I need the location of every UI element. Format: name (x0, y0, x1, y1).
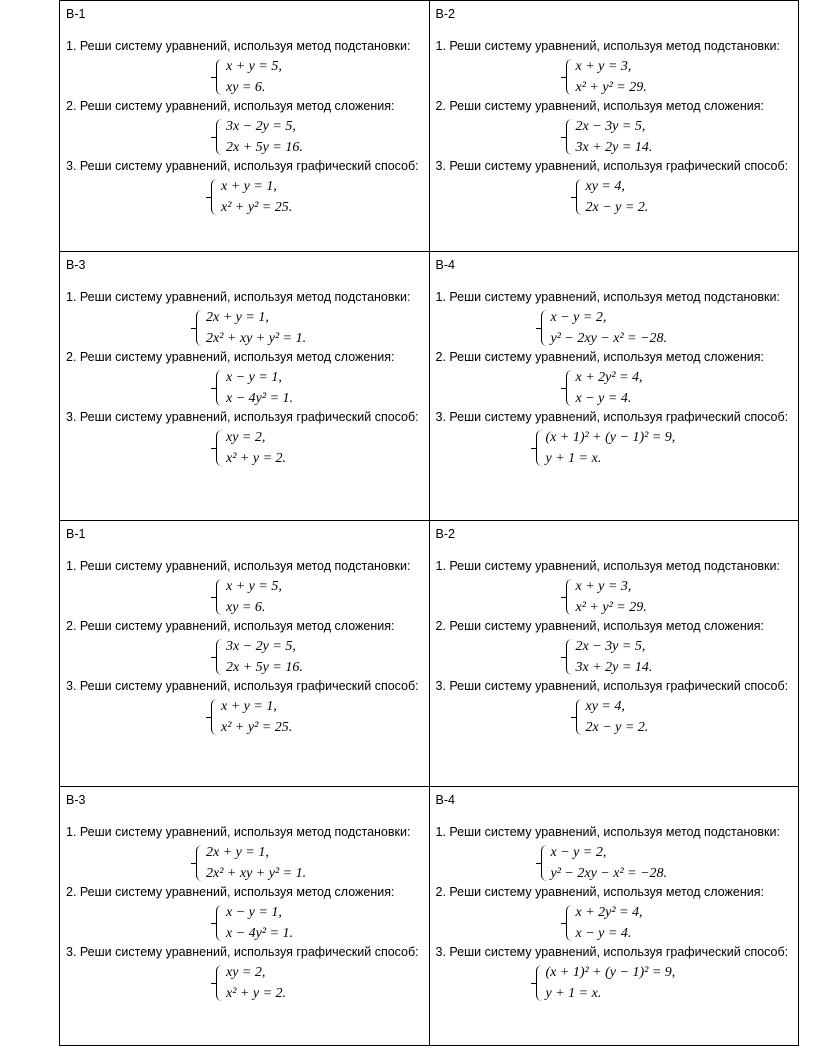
task-label: 2. Реши систему уравнений, используя метод сложения: (66, 885, 395, 899)
variant-label: В-1 (66, 7, 86, 21)
brace-icon (571, 197, 576, 199)
equation-system (566, 367, 799, 409)
variant-label: В-2 (435, 527, 455, 541)
equation: 2x + 5y = 16. (226, 660, 303, 675)
equation: x − y = 2, (550, 845, 607, 860)
equation: x − y = 4. (575, 926, 632, 941)
brace-icon (561, 923, 566, 925)
variant-label: В-4 (435, 258, 455, 272)
task-label: 1. Реши систему уравнений, используя метод подстановки: (66, 290, 411, 304)
variant-label: В-4 (435, 793, 455, 807)
brace-icon (561, 597, 566, 599)
task-label: 1. Реши систему уравнений, используя метод подстановки: (66, 825, 411, 839)
equation-system (536, 427, 799, 469)
equation: xy = 2, (226, 965, 266, 980)
equation-system (216, 427, 429, 469)
equation-system (566, 576, 799, 618)
brace-icon (191, 328, 196, 330)
equation-system (566, 902, 799, 944)
equation: x − y = 1, (226, 370, 282, 385)
equation: x + y = 1, (221, 179, 277, 194)
task-label: 3. Реши систему уравнений, используя графический способ: (435, 679, 789, 693)
variant-label: В-3 (66, 258, 86, 272)
equation: 2x² + xy + y² = 1. (206, 331, 307, 346)
equation: 3x − 2y = 5, (226, 639, 296, 654)
brace-icon (206, 197, 211, 199)
task-label: 1. Реши систему уравнений, используя метод подстановки: (66, 39, 411, 53)
equation: x² + y = 2. (226, 451, 287, 466)
equation: 2x − 3y = 5, (575, 639, 646, 654)
equation: 2x² + xy + y² = 1. (206, 866, 307, 881)
brace-icon (536, 863, 541, 865)
variant-label: В-3 (66, 793, 86, 807)
equation-system (216, 902, 429, 944)
task-label: 3. Реши систему уравнений, используя графический способ: (435, 159, 789, 173)
card-content (436, 258, 799, 526)
brace-icon (211, 77, 216, 79)
equation: x² + y² = 25. (221, 720, 293, 735)
brace-icon (531, 448, 536, 450)
equation: xy = 4, (585, 179, 625, 194)
equation: x + 2y² = 4, (575, 370, 643, 385)
equation-system (566, 116, 799, 158)
task-label: 2. Реши систему уравнений, используя метод сложения: (435, 619, 764, 633)
equation: 2x + 5y = 16. (226, 140, 303, 155)
equation-system (216, 576, 429, 618)
equation-system (196, 307, 429, 349)
equation: x + y = 5, (226, 59, 282, 74)
task-label: 1. Реши систему уравнений, используя метод подстановки: (435, 825, 780, 839)
equation: x + 2y² = 4, (575, 905, 643, 920)
task-label: 2. Реши систему уравнений, используя метод сложения: (66, 619, 395, 633)
task-label: 1. Реши систему уравнений, используя метод подстановки: (435, 559, 780, 573)
equation-system (566, 636, 799, 678)
card-v4-copy (429, 787, 799, 1046)
equation: xy = 4, (585, 699, 625, 714)
equation: x − 4y² = 1. (226, 391, 294, 406)
equation-system (576, 176, 799, 218)
brace-icon (211, 388, 216, 390)
task-label: 2. Реши систему уравнений, используя метод сложения: (435, 99, 764, 113)
task-label: 2. Реши систему уравнений, используя метод сложения: (66, 99, 395, 113)
equation: x² + y² = 29. (575, 600, 647, 615)
equation: (x + 1)² + (y − 1)² = 9, (545, 965, 676, 980)
task-label: 3. Реши систему уравнений, используя графический способ: (66, 410, 419, 424)
equation: (x + 1)² + (y − 1)² = 9, (545, 430, 676, 445)
equation: x + y = 3, (575, 579, 632, 594)
card-v4 (429, 252, 799, 521)
task-label: 1. Реши систему уравнений, используя метод подстановки: (66, 559, 411, 573)
task-label: 2. Реши систему уравнений, используя метод сложения: (435, 885, 764, 899)
card-content (436, 7, 799, 257)
task-label: 1. Реши систему уравнений, используя метод подстановки: (435, 39, 780, 53)
equation-system (216, 116, 429, 158)
brace-icon (561, 77, 566, 79)
brace-icon (571, 717, 576, 719)
task-label: 3. Реши систему уравнений, используя графический способ: (66, 945, 419, 959)
equation: xy = 6. (226, 80, 266, 95)
brace-icon (211, 923, 216, 925)
task-label: 3. Реши систему уравнений, используя графический способ: (66, 679, 419, 693)
equation: xy = 2, (226, 430, 266, 445)
equation: xy = 6. (226, 600, 266, 615)
task-label: 3. Реши систему уравнений, используя графический способ: (435, 410, 789, 424)
task-label: 2. Реши систему уравнений, используя метод сложения: (66, 350, 395, 364)
equation: x + y = 5, (226, 579, 282, 594)
equation: 2x − 3y = 5, (575, 119, 646, 134)
brace-icon (561, 388, 566, 390)
brace-icon (531, 983, 536, 985)
equation: x² + y = 2. (226, 986, 287, 1001)
equation: 2x + y = 1, (206, 845, 269, 860)
brace-icon (536, 328, 541, 330)
brace-icon (211, 983, 216, 985)
brace-icon (211, 657, 216, 659)
equation: x + y = 3, (575, 59, 632, 74)
equation: 3x − 2y = 5, (226, 119, 296, 134)
equation-system (216, 56, 429, 98)
card-content (66, 527, 429, 792)
equation-system (211, 696, 429, 738)
equation-system (216, 367, 429, 409)
card-v2 (429, 1, 799, 252)
task-label: 3. Реши систему уравнений, используя графический способ: (66, 159, 419, 173)
brace-icon (561, 137, 566, 139)
equation-system (216, 636, 429, 678)
equation: x − y = 1, (226, 905, 282, 920)
task-label: 3. Реши систему уравнений, используя графический способ: (435, 945, 789, 959)
equation: x² + y² = 25. (221, 200, 293, 215)
equation: 2x − y = 2. (585, 200, 649, 215)
brace-icon (561, 657, 566, 659)
card-content (436, 793, 799, 1051)
equation: y + 1 = x. (545, 986, 602, 1001)
equation-system (211, 176, 429, 218)
equation-system (196, 842, 429, 884)
card-v3-copy (60, 787, 430, 1046)
brace-icon (211, 597, 216, 599)
equation: 2x − y = 2. (585, 720, 649, 735)
brace-icon (206, 717, 211, 719)
equation: 3x + 2y = 14. (575, 140, 653, 155)
cards-sheet (59, 0, 799, 1046)
equation: y² − 2xy − x² = −28. (550, 331, 668, 346)
equation-system (536, 962, 799, 1004)
equation: x² + y² = 29. (575, 80, 647, 95)
equation: x + y = 1, (221, 699, 277, 714)
equation-system (216, 962, 429, 1004)
variant-label: В-1 (66, 527, 86, 541)
card-content (66, 7, 429, 257)
equation: x − y = 2, (550, 310, 607, 325)
card-v2-copy (429, 521, 799, 787)
brace-icon (191, 863, 196, 865)
card-v3 (60, 252, 430, 521)
equation: y² − 2xy − x² = −28. (550, 866, 668, 881)
equation: 2x + y = 1, (206, 310, 269, 325)
equation: x − y = 4. (575, 391, 632, 406)
task-label: 1. Реши систему уравнений, используя метод подстановки: (435, 290, 780, 304)
equation-system (541, 842, 799, 884)
variant-label: В-2 (435, 7, 455, 21)
brace-icon (211, 448, 216, 450)
equation: x − 4y² = 1. (226, 926, 294, 941)
brace-icon (211, 137, 216, 139)
card-content (66, 793, 429, 1051)
task-label: 2. Реши систему уравнений, используя метод сложения: (435, 350, 764, 364)
equation: y + 1 = x. (545, 451, 602, 466)
card-content (436, 527, 799, 792)
equation-system (566, 56, 799, 98)
card-v1 (60, 1, 430, 252)
equation: 3x + 2y = 14. (575, 660, 653, 675)
card-content (66, 258, 429, 526)
equation-system (541, 307, 799, 349)
card-v1-copy (60, 521, 430, 787)
equation-system (576, 696, 799, 738)
